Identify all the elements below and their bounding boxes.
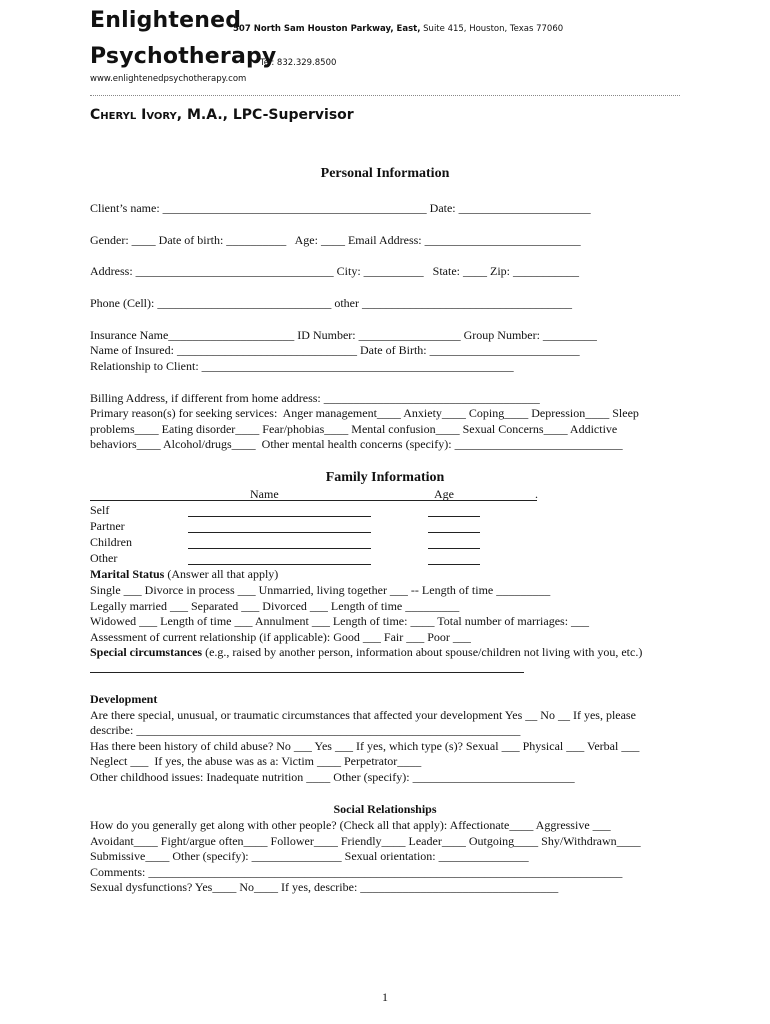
- reasons-line-2: problems____ Eating disorder____ Fear/phobias____ Mental confusion____ Sexual Concerns____ Addictive: [90, 422, 618, 436]
- marital-status-note: (Answer all that apply): [164, 567, 279, 581]
- clinician-line: [90, 107, 354, 123]
- other-name-blank[interactable]: [188, 564, 371, 565]
- development-line-3: Has there been history of child abuse? No ___ Yes ___ If yes, which type (s)? Sexual ___ Physical ___ Verbal ___: [90, 739, 640, 753]
- marital-status-heading: [90, 567, 278, 581]
- social-line-3: Submissive____ Other (specify): _______________ Sexual orientation: _______________: [90, 849, 529, 863]
- partner-age-blank[interactable]: [428, 532, 480, 533]
- sexual-dysfunctions-line: Sexual dysfunctions? Yes____ No____ If yes, describe: _________________________________: [90, 880, 559, 894]
- marital-line-2: Legally married ___ Separated ___ Divorced ___ Length of time _________: [90, 599, 460, 613]
- social-line-1: How do you generally get along with other people? (Check all that apply): Affectionate____ Aggressive ___: [90, 818, 611, 832]
- insurance-line: Insurance Name_____________________ ID Number: _________________ Group Number: _________: [90, 328, 597, 342]
- family-info-heading: Family Information: [325, 470, 445, 485]
- name-of-insured-line: Name of Insured: ______________________________ Date of Birth: _________________________: [90, 343, 580, 357]
- special-circumstances-blank[interactable]: [90, 672, 524, 673]
- comments-line: Comments: _______________________________________________________________________________: [90, 865, 623, 879]
- address-city-state-zip-line: Address: _________________________________ City: __________ State: ____ Zip: ___________: [90, 264, 579, 278]
- brand-name-line1: Enlightened: [90, 8, 242, 33]
- practice-phone: Tel: 832.329.8500: [260, 58, 337, 68]
- development-line-1: Are there special, unusual, or traumatic circumstances that affected your development Yes __ No __ If yes, please: [90, 708, 636, 722]
- special-circumstances-label: Special circumstances: [90, 645, 203, 659]
- header-divider: [90, 95, 680, 96]
- marital-line-4: Assessment of current relationship (if applicable): Good ___ Fair ___ Poor ___: [90, 630, 471, 644]
- self-name-blank[interactable]: [188, 516, 371, 517]
- phone-line: Phone (Cell): _____________________________ other ___________________________________: [90, 296, 572, 310]
- special-circumstances-line: [90, 645, 642, 659]
- client-name-date-line: Client’s name: ____________________________________________ Date: ______________________: [90, 201, 591, 215]
- reasons-line-3: behaviors____ Alcohol/drugs____ Other mental health concerns (specify): ____________________________: [90, 437, 623, 451]
- family-col-age: Age: [434, 487, 454, 501]
- billing-address-line: Billing Address, if different from home address: ____________________________________: [90, 391, 540, 405]
- personal-info-heading: Personal Information: [320, 166, 450, 181]
- gender-dob-age-email-line: Gender: ____ Date of birth: __________ Age: ____ Email Address: __________________________: [90, 233, 581, 247]
- relationship-line: Relationship to Client: ____________________________________________________: [90, 359, 514, 373]
- page-number: 1: [382, 990, 388, 1004]
- family-row-children: Children: [90, 535, 132, 549]
- family-row-other: Other: [90, 551, 118, 565]
- special-circumstances-note: (e.g., raised by another person, information about spouse/children not living with you, etc.): [202, 645, 643, 659]
- reasons-line-1: Primary reason(s) for seeking services: Anger management____ Anxiety____ Coping____ Depression____ Sleep: [90, 406, 639, 420]
- family-row-partner: Partner: [90, 519, 125, 533]
- development-heading: Development: [90, 692, 158, 706]
- social-line-2: Avoidant____ Fight/argue often____ Follower____ Friendly____ Leader____ Outgoing____ Shy/Withdrawn____: [90, 834, 641, 848]
- family-col-name: Name: [250, 487, 279, 501]
- marital-status-label: Marital Status: [90, 567, 165, 581]
- partner-name-blank[interactable]: [188, 532, 371, 533]
- practice-website: www.enlightenedpsychotherapy.com: [90, 74, 247, 84]
- social-relationships-heading: Social Relationships: [333, 802, 437, 816]
- clinician-credentials: , M.A., LPC-Supervisor: [176, 107, 354, 123]
- family-row-self: Self: [90, 503, 110, 517]
- marital-line-1: Single ___ Divorce in process ___ Unmarried, living together ___ -- Length of time _________: [90, 583, 551, 597]
- clinician-name: Cheryl Ivory: [90, 107, 177, 123]
- other-age-blank[interactable]: [428, 564, 480, 565]
- address-suite-city: Suite 415, Houston, Texas 77060: [420, 24, 564, 34]
- children-name-blank[interactable]: [188, 548, 371, 549]
- development-line-5: Other childhood issues: Inadequate nutrition ____ Other (specify): ___________________________: [90, 770, 575, 784]
- practice-address: [233, 24, 563, 34]
- family-col-end: .: [535, 487, 538, 501]
- brand-name-line2: Psychotherapy: [90, 44, 277, 69]
- development-line-2: describe: ________________________________________________________________: [90, 723, 521, 737]
- family-header-underline: [90, 500, 537, 501]
- self-age-blank[interactable]: [428, 516, 480, 517]
- children-age-blank[interactable]: [428, 548, 480, 549]
- development-line-4: Neglect ___ If yes, the abuse was as a: Victim ____ Perpetrator____: [90, 754, 422, 768]
- address-street: 507 North Sam Houston Parkway, East,: [233, 24, 421, 34]
- marital-line-3: Widowed ___ Length of time ___ Annulment ___ Length of time: ____ Total number of marriages: ___: [90, 614, 590, 628]
